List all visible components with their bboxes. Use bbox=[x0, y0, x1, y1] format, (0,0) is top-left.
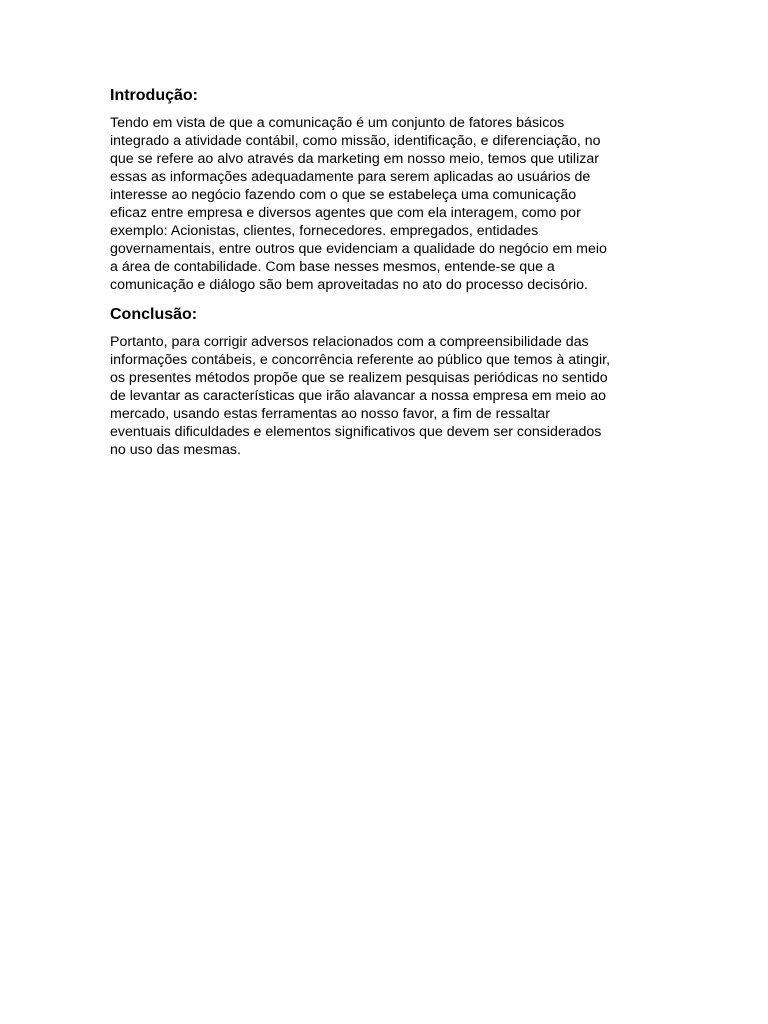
document-page bbox=[110, 86, 662, 470]
paragraph-line: eventuais dificuldades e elementos significativos que devem ser considerados bbox=[110, 424, 602, 440]
paragraph-line: os presentes métodos propõe que se realizem pesquisas periódicas no sentido bbox=[110, 370, 608, 386]
section-paragraph bbox=[110, 333, 662, 459]
paragraph-line: exemplo: Acionistas, clientes, fornecedores. empregados, entidades bbox=[110, 223, 539, 239]
paragraph-line: de levantar as características que irão alavancar a nossa empresa em meio ao bbox=[110, 388, 607, 404]
paragraph-line: informações contábeis, e concorrência referente ao público que temos à atingir, bbox=[110, 352, 611, 368]
paragraph-line: integrado a atividade contábil, como missão, identificação, e diferenciação, no bbox=[110, 133, 601, 149]
paragraph-line: essas as informações adequadamente para serem aplicadas ao usuários de bbox=[110, 169, 591, 185]
paragraph-line: governamentais, entre outros que evidenciam a qualidade do negócio em meio bbox=[110, 241, 607, 257]
section-heading: Introdução: bbox=[110, 87, 198, 104]
paragraph-line: Portanto, para corrigir adversos relacionados com a compreensibilidade das bbox=[110, 334, 589, 350]
section-introducao bbox=[110, 86, 662, 294]
section-heading: Conclusão: bbox=[110, 306, 198, 323]
section-paragraph bbox=[110, 114, 662, 294]
paragraph-line: a área de contabilidade. Com base nesses mesmos, entende-se que a bbox=[110, 259, 555, 275]
paragraph-line: comunicação e diálogo são bem aproveitadas no ato do processo decisório. bbox=[110, 277, 588, 293]
paragraph-line: Tendo em vista de que a comunicação é um conjunto de fatores básicos bbox=[110, 115, 565, 131]
paragraph-line: interesse ao negócio fazendo com o que se estabeleça uma comunicação bbox=[110, 187, 577, 203]
paragraph-line: eficaz entre empresa e diversos agentes que com ela interagem, como por bbox=[110, 205, 581, 221]
section-conclusao bbox=[110, 305, 662, 459]
paragraph-line: que se refere ao alvo através da marketing em nosso meio, temos que utilizar bbox=[110, 151, 599, 167]
paragraph-line: mercado, usando estas ferramentas ao nosso favor, a fim de ressaltar bbox=[110, 406, 551, 422]
paragraph-line: no uso das mesmas. bbox=[110, 442, 241, 458]
